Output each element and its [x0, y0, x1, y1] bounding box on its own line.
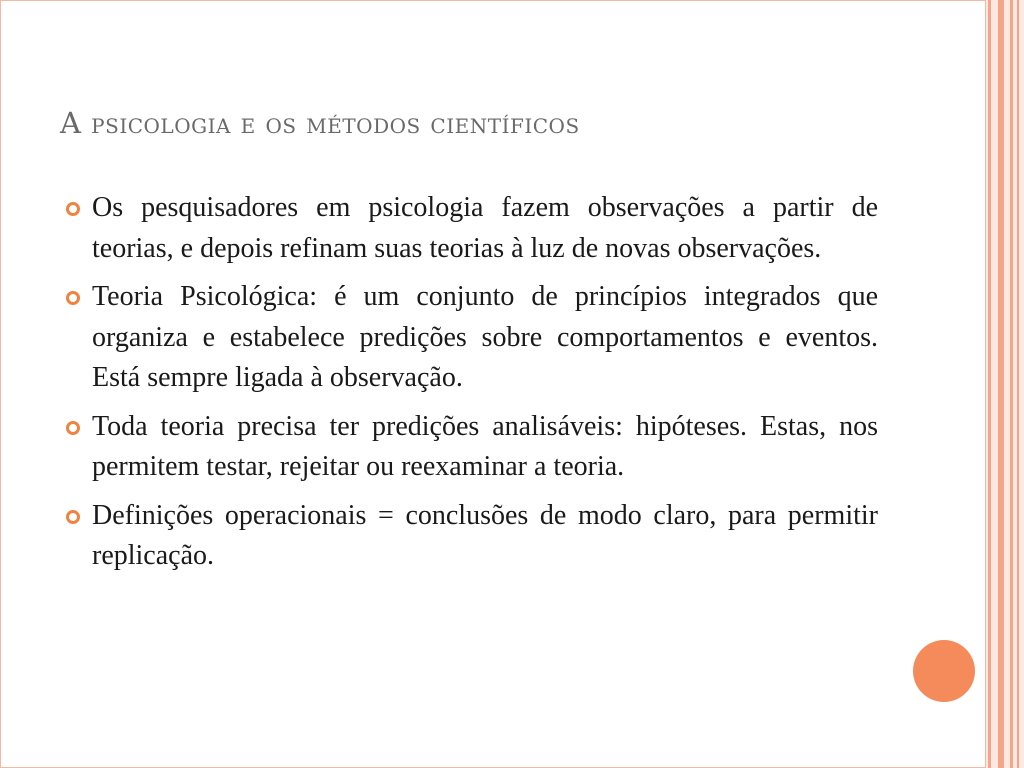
bullet-list	[64, 188, 878, 585]
bullet-item	[64, 188, 878, 269]
decorative-stripe	[1010, 0, 1013, 768]
bullet-item	[64, 407, 878, 488]
slide-title: A psicologia e os métodos científicos	[60, 106, 580, 140]
bullet-text: Teoria Psicológica: é um conjunto de princípios integrados que organiza e estabelece predições sobre comportamentos e eventos. Está sempre ligada à observação.	[92, 281, 878, 393]
ring-bullet-icon	[66, 510, 80, 524]
decorative-stripe	[998, 0, 1004, 768]
decorative-stripe	[988, 0, 991, 768]
bullet-text: Os pesquisadores em psicologia fazem observações a partir de teorias, e depois refinam suas teorias à luz de novas observações.	[92, 192, 878, 264]
orange-circle-icon	[913, 640, 975, 702]
ring-bullet-icon	[66, 291, 80, 305]
bullet-item	[64, 496, 878, 577]
ring-bullet-icon	[66, 421, 80, 435]
frame-left-line	[0, 0, 1, 768]
frame-top-line	[0, 0, 985, 1]
bullet-item	[64, 277, 878, 399]
ring-bullet-icon	[66, 202, 80, 216]
bullet-text: Toda teoria precisa ter predições analisáveis: hipóteses. Estas, nos permitem testar, rejeitar ou reexaminar a teoria.	[92, 410, 878, 482]
decorative-stripe	[1017, 0, 1019, 768]
bullet-text: Definições operacionais = conclusões de modo claro, para permitir replicação.	[92, 499, 878, 571]
